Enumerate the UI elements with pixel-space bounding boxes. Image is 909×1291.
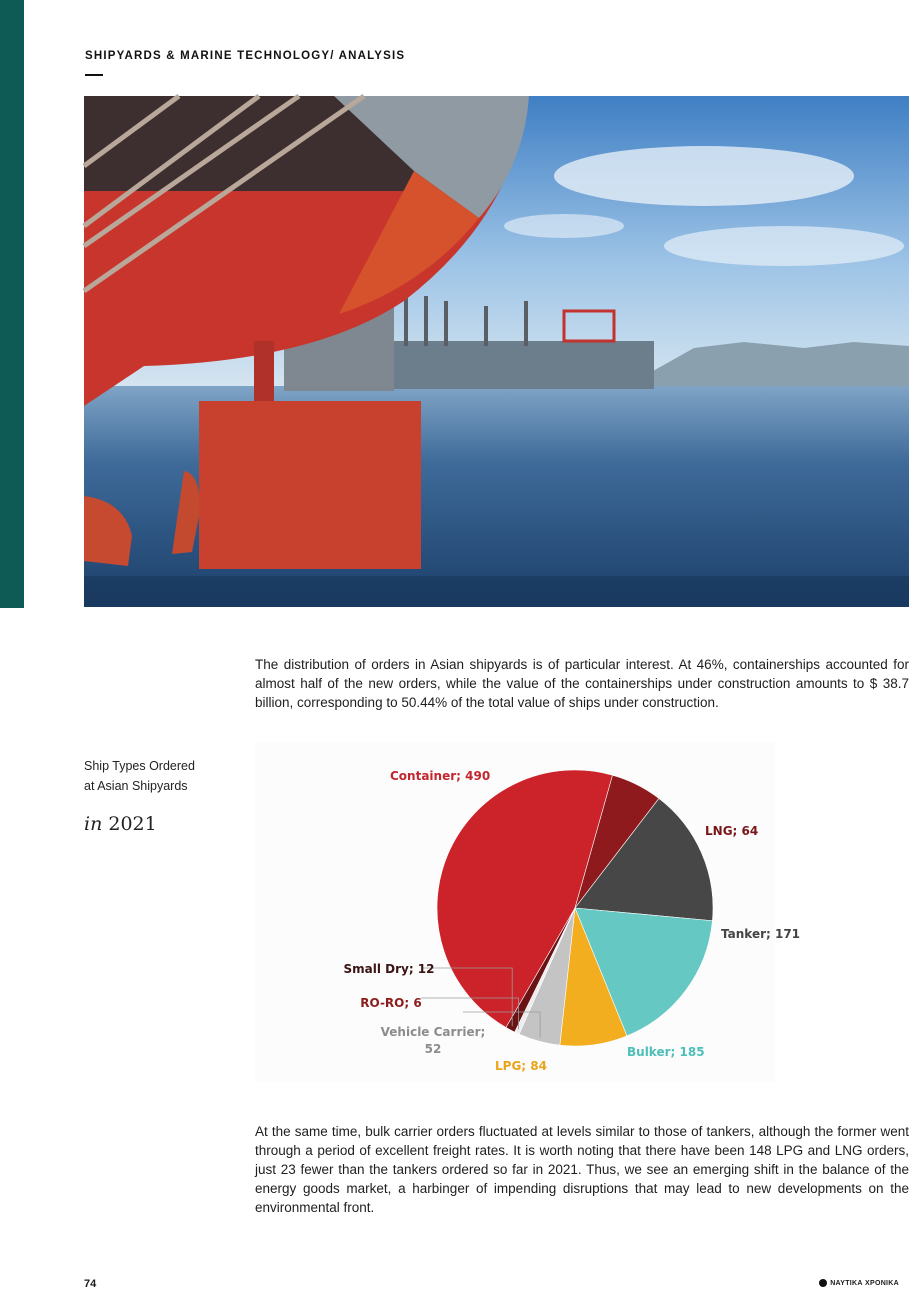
hero-photo: [84, 96, 909, 607]
title-underline: [85, 74, 103, 76]
chart-caption-line2: at Asian Shipyards: [84, 779, 188, 793]
page-number: 74: [84, 1278, 97, 1290]
pie-chart: [255, 742, 801, 1082]
chart-year-value: 2021: [108, 813, 157, 835]
publication-logo-icon: [819, 1279, 827, 1287]
chart-caption: [84, 756, 195, 796]
brand-name: ΝΑΥΤΙΚΑ ΧΡΟΝΙΚΑ: [830, 1279, 899, 1287]
slice-label-container: Container; 490: [390, 769, 491, 783]
slice-label-tanker: Tanker; 171: [721, 927, 801, 941]
side-accent-bar: [0, 0, 24, 608]
slice-label-vehicle-carrier-line2: 52: [424, 1042, 442, 1056]
intro-paragraph: The distribution of orders in Asian shipyards is of particular interest. At 46%, containerships accounted for almost half of the new orders, while the value of the containerships under construction amounts to $ 38.7 billion, corresponding to 50.44% of the total value of ships under construction.: [255, 657, 909, 710]
slice-label-vehicle-carrier-line1: Vehicle Carrier;: [380, 1025, 486, 1039]
closing-paragraph: At the same time, bulk carrier orders fluctuated at levels similar to those of tankers, although the former went through a period of excellent freight rates. It is worth noting that there have been 148 LPG and LNG orders, just 23 fewer than the tankers ordered so far in 2021. Thus, we see an emerging shift in the balance of the energy goods market, a harbinger of impending disruptions that may lead to new developments on the environmental front.: [255, 1124, 909, 1215]
section-title: SHIPYARDS & MARINE TECHNOLOGY/ ANALYSIS: [85, 50, 406, 62]
pie-chart-panel: [255, 742, 801, 1082]
slice-label-lng: LNG; 64: [705, 824, 759, 838]
ship-hull-harbor-photo: [84, 96, 909, 607]
chart-caption-line1: Ship Types Ordered: [84, 759, 195, 773]
slice-label-ro-ro: RO-RO; 6: [360, 996, 422, 1010]
chart-year-prefix: in: [84, 813, 103, 835]
slice-label-small-dry: Small Dry; 12: [343, 962, 435, 976]
slice-label-lpg: LPG; 84: [495, 1059, 547, 1073]
slice-label-bulker: Bulker; 185: [627, 1045, 705, 1059]
footer-brand: [819, 1279, 899, 1287]
chart-year: [84, 813, 157, 835]
